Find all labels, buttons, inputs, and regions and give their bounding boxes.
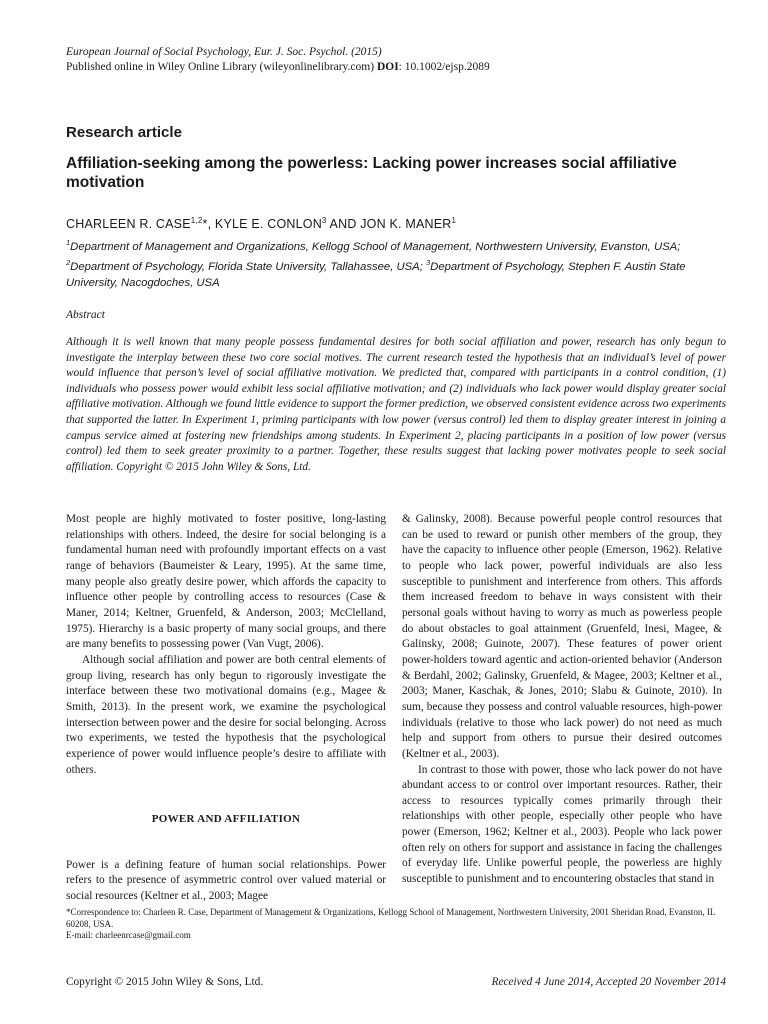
body-column-left [66, 512, 386, 905]
correspondence-text: *Correspondence to: Charleen R. Case, Department of Management & Organizations, Kellogg School of Management, Northwestern University, 2001 Sheridan Road, Evanston, IL 60208, USA. [66, 907, 716, 929]
author-separator: *, [202, 217, 215, 232]
section-heading: POWER AND AFFILIATION [151, 813, 301, 826]
paragraph: & Galinsky, 2008). Because powerful people control resources that can be used to reward or punish other members of the group, they have the capacity to influence other people (Emerson, 1962). Relative to people who lack power, powerful individuals are also less susceptible to punishment and interference from others. This affords them increased freedom to behave in ways consistent with their personal goals without having to worry as much as powerless people do about obstacles to goal attainment (Gruenfeld, Inesi, Magee, & Galinsky, 2008; Guinote, 2007). These features of power orient power-holders toward agentic and action-oriented behavior (Anderson & Berdahl, 2002; Galinsky, Gruenfeld, & Magee, 2003; Keltner et al., 2003; Maner, Kaschak, & Jones, 2010; Slabu & Guinote, 2010). In sum, because they possess and control valuable resources, high-power individuals (relative to those who lack power) do not need as much help and support from others to pursue their desired outcomes (Keltner et al., 2003). [402, 513, 722, 760]
doi-label: DOI [376, 61, 399, 73]
affiliation-text: Department of Management and Organizations, Kellogg School of Management, Northwestern University, Evanston, USA; [70, 240, 681, 253]
paragraph: Most people are highly motivated to foster positive, long-lasting relationships with others. Indeed, the desire for social belonging is a fundamental human need with profoundly important effects on a vast range of behaviors (Baumeister & Leary, 1995). At the same time, many people also greatly desire power, which affords the capacity to influence other people by controlling access to resources (Case & Maner, 2014; Keltner, Gruenfeld, & Anderson, 2003; McClelland, 1975). Hierarchy is a basic property of many social groups, and there are many benefits to possessing power (Van Vugt, 2006). [66, 513, 386, 651]
copyright-footer: Copyright © 2015 John Wiley & Sons, Ltd. [66, 976, 264, 988]
published-prefix: Published online in Wiley Online Library (wileyonlinelibrary.com) [66, 61, 375, 73]
affiliation-marker: 3 [425, 258, 431, 268]
body-column-right [402, 512, 722, 888]
affiliation-text: Department of Psychology, Florida State University, Tallahassee, USA; [70, 261, 426, 274]
affiliation-text: Department of Psychology, Stephen F. Austin State University, Nacogdoches, USA [66, 261, 686, 289]
doi-value[interactable]: : 10.1002/ejsp.2089 [398, 61, 490, 73]
journal-publication-line [66, 60, 706, 75]
author-affiliation-marker: 3 [321, 216, 327, 225]
affiliations [66, 235, 730, 291]
author-name: JON K. MANER [360, 217, 452, 232]
abstract-text: Although it is well known that many people possess fundamental desires for both social affiliation and power, research has only begun to investigate the interplay between these two core social motives. The current research tested the hypothesis that an individual’s level of power would influence that person’s level of social affiliative motivation. We predicted that, compared with participants in a control condition, (1) individuals who possess power would exhibit less social affiliative motivation; and (2) individuals who lack power would display greater social affiliative motivation. Although we found little evidence to support the former prediction, we observed consistent evidence across two experiments that supported the latter. In Experiment 1, priming participants with low power (versus control) led them to display greater interest in joining a campus service aimed at fostering new friendships among students. In Experiment 2, placing participants in a position of low power (versus control) led them to seek greater proximity to a partner. Together, these results suggest that lacking power motivates people to seek social affiliation. Copyright © 2015 John Wiley & Sons, Ltd. [66, 336, 726, 473]
affiliation-marker: 2 [66, 258, 71, 268]
article-type: Research article [66, 124, 182, 141]
correspondence-email[interactable]: E-mail: charleenrcase@gmail.com [66, 930, 191, 941]
author-affiliation-marker: 1,2 [190, 216, 203, 225]
correspondence-footnote [66, 907, 730, 942]
paragraph: In contrast to those with power, those who lack power do not have abundant access to or control over important resources. Rather, their access to resources typically comes primarily through their relationships with other people, especially other people who have power (Emerson, 1962; Keltner et al., 2003). People who lack power often rely on others for support and assistance in facing the challenges of everyday life. Unlike powerful people, the powerless are highly susceptible to punishment and to encountering obstacles that stand in [402, 763, 722, 886]
paragraph: Power is a defining feature of human social relationships. Power refers to the presence of asymmetric control over valued material or social resources (Keltner et al., 2003; Magee [66, 858, 386, 903]
author-affiliation-marker: 1 [451, 216, 457, 225]
author-name: CHARLEEN R. CASE [66, 217, 191, 232]
affiliation-marker: 1 [66, 238, 71, 247]
received-dates: Received 4 June 2014, Accepted 20 November 2014 [491, 976, 726, 988]
author-list [66, 216, 726, 231]
journal-citation: European Journal of Social Psychology, Eur. J. Soc. Psychol. (2015) [66, 46, 382, 58]
abstract-heading: Abstract [66, 309, 105, 321]
article-title: Affiliation-seeking among the powerless: Lacking power increases social affiliative motivation [66, 155, 677, 191]
author-name: KYLE E. CONLON [214, 217, 322, 232]
paragraph: Although social affiliation and power are both central elements of group living, research has only begun to rigorously investigate the interface between these two motivational domains (e.g., Magee & Smith, 2013). In the present work, we examine the psychological intersection between power and the desire for social belonging. Across two experiments, we tested the hypothesis that the psychological experience of power would influence people’s desire to affiliate with others. [66, 653, 386, 776]
author-separator: AND [326, 217, 361, 232]
journal-header [66, 45, 706, 75]
